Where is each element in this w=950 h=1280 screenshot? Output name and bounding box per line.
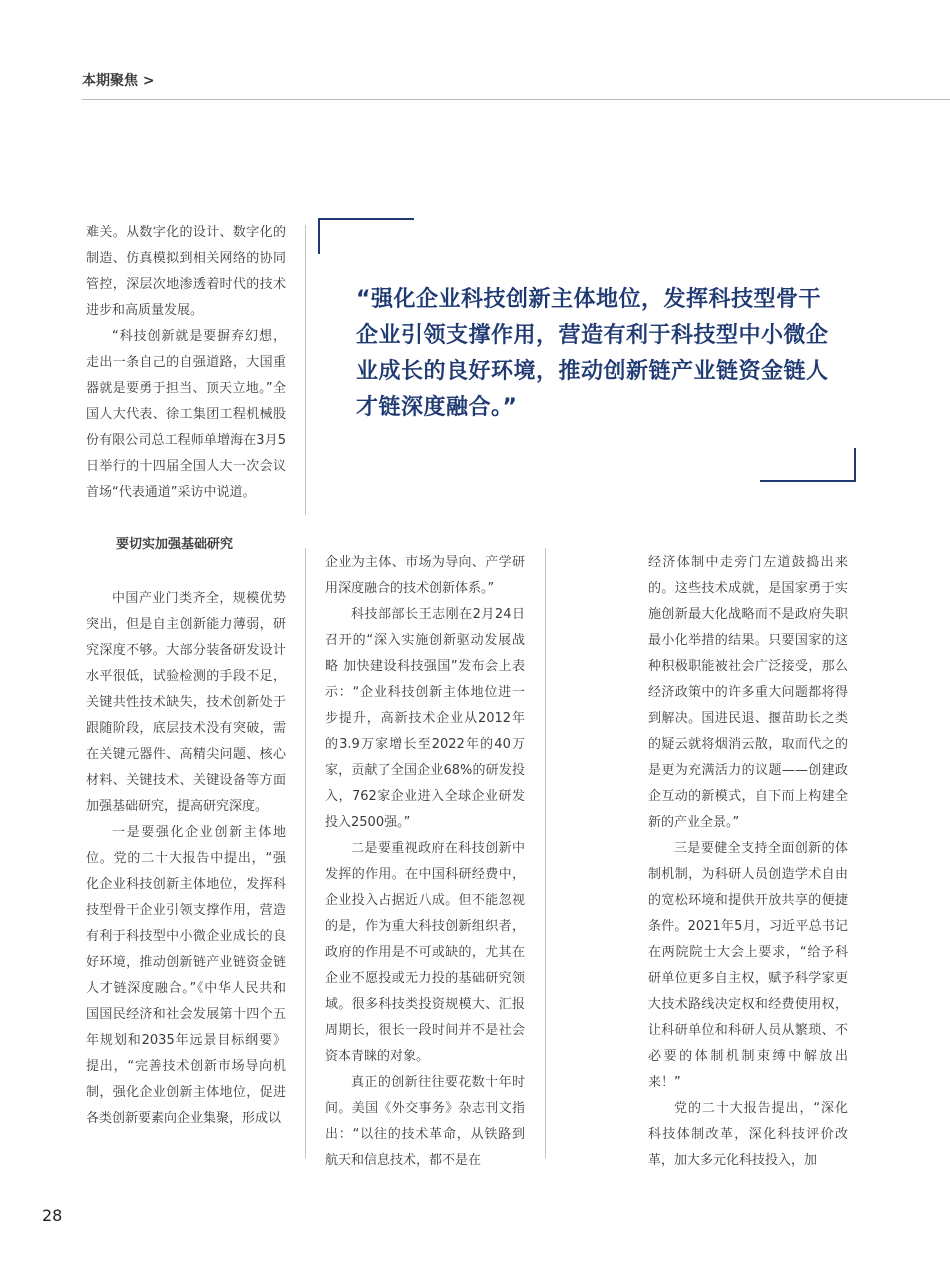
section-header[interactable]: 本期聚焦 >: [82, 73, 155, 89]
column-3: [648, 550, 848, 1174]
paragraph: 科技部部长王志刚在2月24日召开的“深入实施创新驱动发展战略 加快建设科技强国”发布会上表示：“企业科技创新主体地位进一步提升，高新技术企业从2012年的3.9万家增长至2022年的40万家，贡献了全国企业68%的研发投入，762家企业进入全球企业研发投入2500强。”: [325, 607, 525, 830]
paragraph: 企业为主体、市场为导向、产学研用深度融合的技术创新体系。”: [325, 555, 525, 596]
paragraph: 经济体制中走旁门左道鼓捣出来的。这些技术成就，是国家勇于实施创新最大化战略而不是政府失职最小化举措的结果。只要国家的这种积极职能被社会广泛接受，那么经济政策中的许多重大问题都将得到解决。国进民退、揠苗助长之类的疑云就将烟消云散，取而代之的是更为充满活力的议题——创建政企互动的新模式，自下而上构建全新的产业全景。”: [648, 555, 848, 830]
column-divider-left: [305, 225, 306, 515]
paragraph: 真正的创新往往要花数十年时间。美国《外交事务》杂志刊文指出：“以往的技术革命，从铁路到航天和信息技术，都不是在: [325, 1075, 525, 1168]
quote-bracket-bottom-right: [760, 448, 856, 482]
paragraph: 二是要重视政府在科技创新中发挥的作用。在中国科研经费中，企业投入占据近八成。但不能忽视的是，作为重大科技创新组织者，政府的作用是不可或缺的，尤其在企业不愿投或无力投的基础研究领域。很多科技类投资规模大、汇报周期长，很长一段时间并不是社会资本青睐的对象。: [325, 841, 525, 1064]
paragraph: 难关。从数字化的设计、数字化的制造、仿真模拟到相关网络的协同管控，深层次地渗透着时代的技术进步和高质量发展。: [86, 225, 286, 318]
column-1: [86, 220, 286, 1132]
column-2: [325, 550, 525, 1174]
quote-bracket-top-left: [318, 218, 414, 254]
paragraph: “科技创新就是要摒弃幻想，走出一条自己的自强道路，大国重器就是要勇于担当、顶天立地。”全国人大代表、徐工集团工程机械股份有限公司总工程师单增海在3月5日举行的十四届全国人大一次会议首场“代表通道”采访中说道。: [86, 329, 286, 500]
paragraph: 中国产业门类齐全，规模优势突出，但是自主创新能力薄弱，研究深度不够。大部分装备研发设计水平很低，试验检测的手段不足，关键共性技术缺失，技术创新处于跟随阶段，底层技术没有突破，需在关键元器件、高精尖问题、核心材料、关键技术、关键设备等方面加强基础研究，提高研究深度。: [86, 591, 286, 814]
page-number: 28: [42, 1206, 63, 1225]
header-divider: [82, 99, 950, 100]
column-divider-right: [545, 548, 546, 1158]
pull-quote: “强化企业科技创新主体地位，发挥科技型骨干企业引领支撑作用，营造有利于科技型中小微企业成长的良好环境，推动创新链产业链资金链人才链深度融合。”: [356, 287, 829, 420]
paragraph: 一是要强化企业创新主体地位。党的二十大报告中提出，“强化企业科技创新主体地位，发挥科技型骨干企业引领支撑作用，营造有利于科技型中小微企业成长的良好环境，推动创新链产业链资金链人才链深度融合。”《中华人民共和国国民经济和社会发展第十四个五年规划和2035年远景目标纲要》提出，“完善技术创新市场导向机制，强化企业创新主体地位，促进各类创新要素向企业集聚，形成以: [86, 825, 286, 1126]
section-heading: 要切实加强基础研究: [116, 537, 234, 552]
paragraph: 三是要健全支持全面创新的体制机制，为科研人员创造学术自由的宽松环境和提供开放共享的便捷条件。2021年5月，习近平总书记在两院院士大会上要求，“给予科研单位更多自主权，赋予科学家更大技术路线决定权和经费使用权，让科研单位和科研人员从繁琐、不必要的体制机制束缚中解放出来！”: [648, 841, 848, 1090]
column-divider-left-lower: [305, 548, 306, 1158]
paragraph: 党的二十大报告提出，“深化科技体制改革，深化科技评价改革，加大多元化科技投入，加: [648, 1101, 848, 1168]
